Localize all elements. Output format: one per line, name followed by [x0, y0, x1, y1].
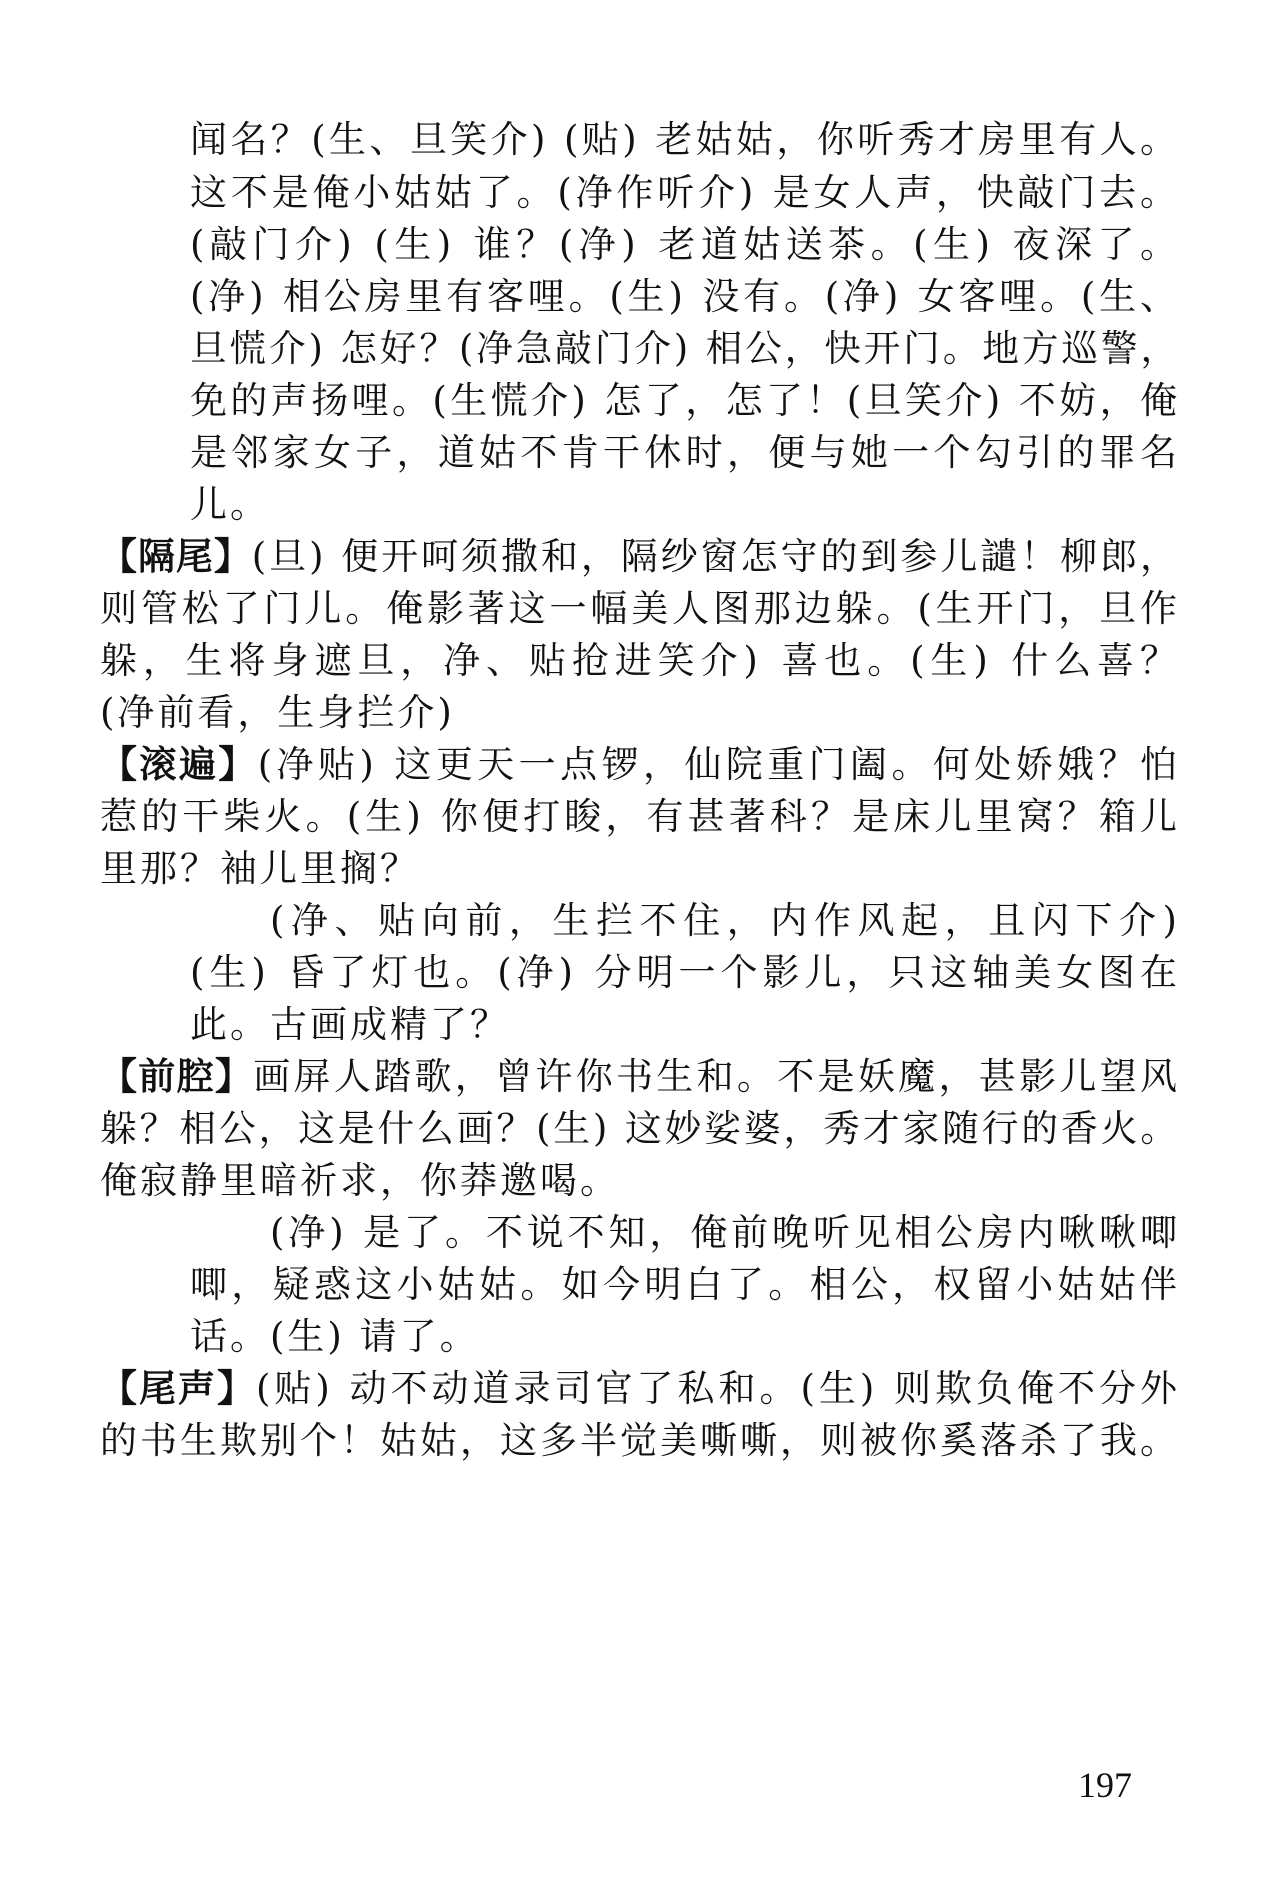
text-line [190, 1255, 1181, 1315]
text-line [100, 579, 1181, 639]
line-text: 话。(生) 请了。 [190, 1315, 480, 1358]
line-text: (生) 昏了灯也。(净) 分明一个影儿，只这轴美女图在 [190, 951, 1182, 994]
line-text: 惹的干柴火。(生) 你便打睃，有甚著科？是床儿里窝？箱儿 [100, 795, 1182, 838]
line-text: 画屏人踏歌，曾许你书生和。不是妖魔，甚影儿望风 [253, 1055, 1181, 1098]
line-text: 里那？袖儿里搁？ [100, 847, 420, 890]
text-line [270, 891, 1184, 951]
tune-label: 【滚遍】 [100, 743, 258, 786]
text-line [190, 267, 1181, 327]
line-text: (净) 是了。不说不知，俺前晚听见相公房内啾啾唧 [270, 1211, 1181, 1254]
text-line [100, 1411, 1180, 1471]
line-text: (净前看，生身拦介) [100, 691, 455, 734]
text-line [100, 527, 1182, 587]
text-line [190, 995, 510, 1055]
text-line [100, 1099, 1190, 1159]
line-text: 免的声扬哩。(生慌介) 怎了，怎了！(旦笑介) 不妨，俺 [190, 379, 1181, 422]
line-text: (净、贴向前，生拦不住，内作风起，且闪下介) [270, 899, 1184, 942]
tune-label: 【隔尾】 [100, 535, 252, 578]
line-text: 闻名？(生、旦笑介) (贴) 老姑姑，你听秀才房里有人。 [190, 118, 1181, 161]
text-line [270, 1203, 1181, 1263]
text-line [190, 475, 270, 535]
line-text: (敲门介) (生) 谁？(净) 老道姑送茶。(生) 夜深了。 [190, 223, 1183, 266]
line-text: (净贴) 这更天一点锣，仙院重门阖。何处娇娥？怕 [257, 743, 1182, 786]
text-line [190, 215, 1182, 275]
text-line [100, 683, 455, 743]
line-text: 是邻家女子，道姑不肯干休时，便与她一个勾引的罪名 [190, 431, 1182, 474]
tune-label: 【尾声】 [100, 1367, 256, 1410]
text-line [190, 1307, 480, 1367]
text-line [190, 371, 1180, 431]
text-line [100, 631, 1183, 691]
text-line [100, 839, 420, 899]
line-text: 唧，疑惑这小姑姑。如今明白了。相公，权留小姑姑伴 [190, 1263, 1182, 1306]
text-line [100, 735, 1181, 795]
text-line [190, 423, 1181, 483]
line-text: (贴) 动不动道录司官了私和。(生) 则欺负俺不分外 [255, 1367, 1181, 1410]
tune-label: 【前腔】 [100, 1055, 254, 1098]
line-text: 躲？相公，这是什么画？(生) 这妙娑婆，秀才家随行的香火。 [100, 1107, 1180, 1150]
text-line [190, 110, 1180, 170]
text-line [190, 319, 1192, 379]
text-line [100, 787, 1181, 847]
line-text: (净) 相公房里有客哩。(生) 没有。(净) 女客哩。(生、 [190, 275, 1181, 318]
text-line [100, 1151, 620, 1211]
line-text: 儿。 [190, 483, 270, 526]
text-line [100, 1047, 1180, 1107]
line-text: 旦慌介) 怎好？(净急敲门介) 相公，快开门。地方巡警， [190, 327, 1180, 370]
line-text: 躲，生将身遮旦，净、贴抢进笑介) 喜也。(生) 什么喜？ [100, 639, 1183, 682]
line-text: 俺寂静里暗祈求，你莽邀喝。 [100, 1159, 620, 1202]
text-line [190, 943, 1182, 1003]
text-line [190, 163, 1181, 223]
line-text: 此。古画成精了？ [190, 1003, 510, 1046]
line-text: (旦) 便开呵须撒和，隔纱窗怎守的到参儿譴！柳郎， [251, 535, 1181, 578]
line-text: 则管松了门儿。俺影著这一幅美人图那边躲。(生开门，旦作 [100, 587, 1181, 630]
line-text: 的书生欺别个！姑姑，这多半觉美嘶嘶，则被你奚落杀了我。 [100, 1419, 1180, 1462]
page-number: 197 [1078, 1765, 1132, 1805]
text-line [100, 1359, 1181, 1419]
line-text: 这不是俺小姑姑了。(净作听介) 是女人声，快敲门去。 [190, 171, 1181, 214]
